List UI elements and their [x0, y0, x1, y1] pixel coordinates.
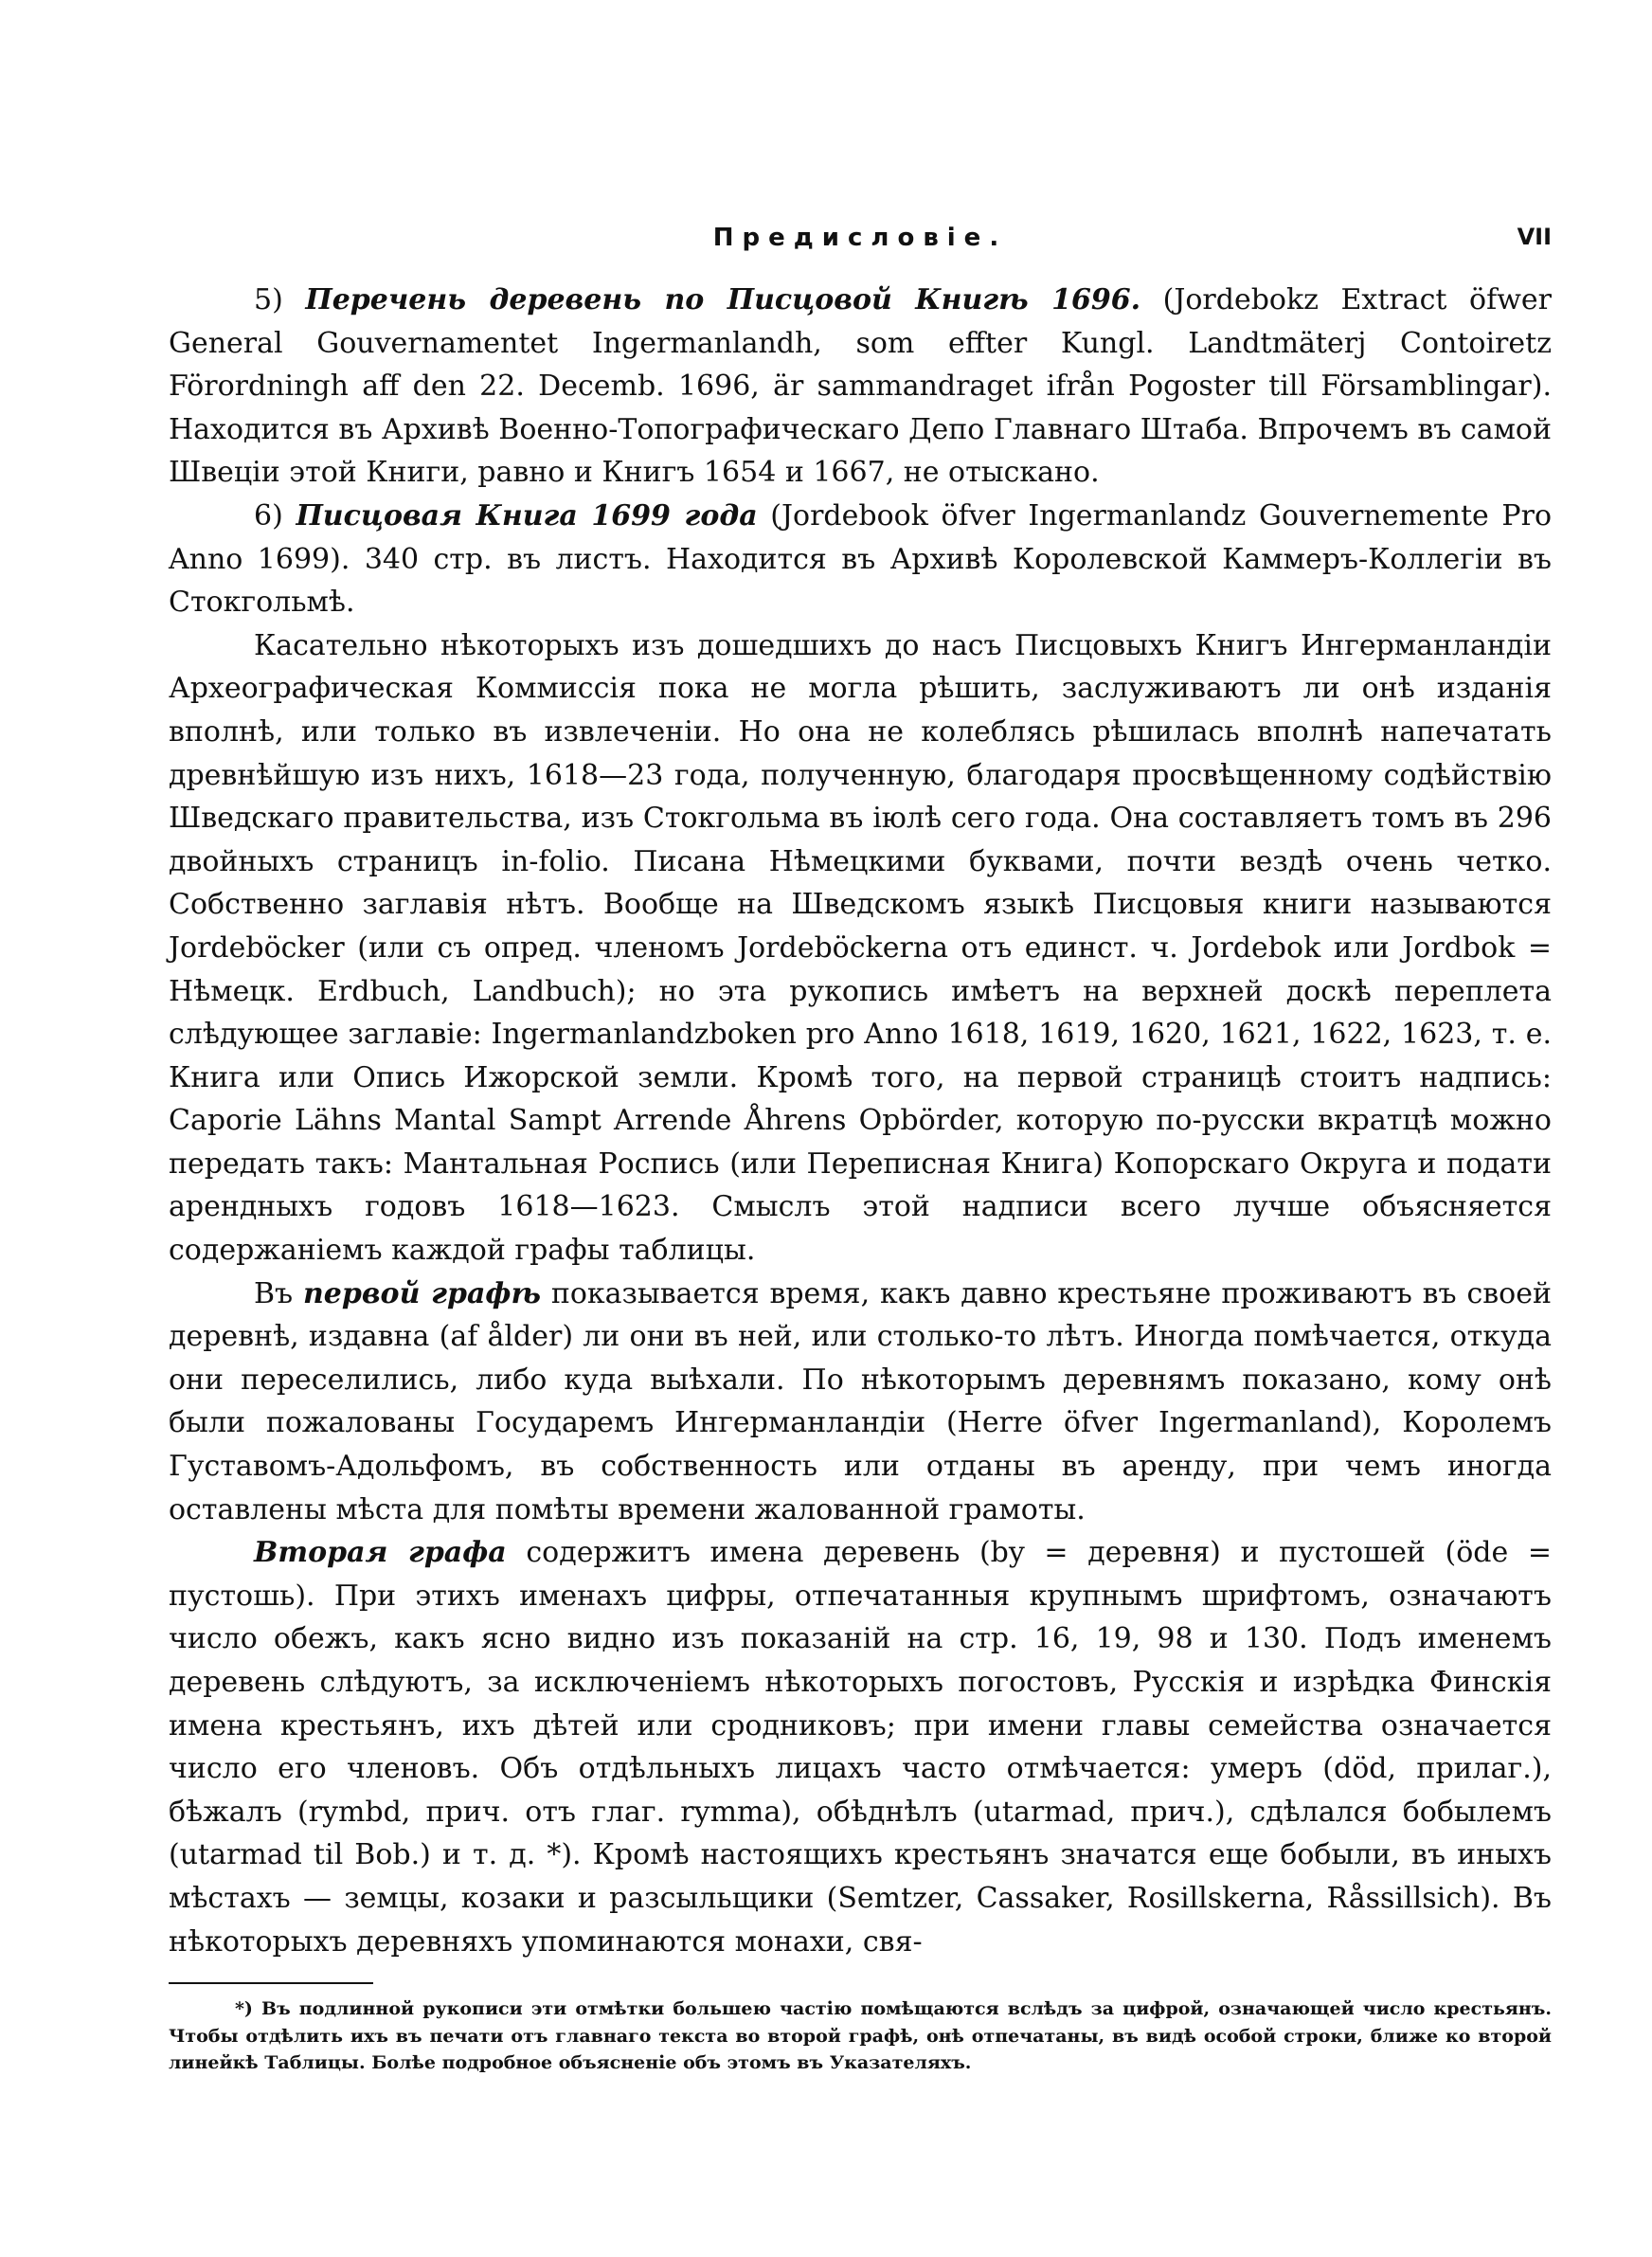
paragraph-italic-term: первой графѣ: [302, 1276, 541, 1310]
paragraph-prefix: Въ: [254, 1276, 303, 1310]
paragraph-prefix: 5): [254, 283, 306, 316]
footnote-rule: [169, 1982, 373, 1984]
running-title: Предисловіе.: [712, 224, 1008, 252]
paragraph-text: (Jordebokz Extract öfwer General Gouvernamentet Ingermanlandh, som effter Kungl. Landtmäterj Contoiretz Förordningh aff den 22. Decemb. 1696, är sammandraget ifrån Pogoster till Församblingar). Находится въ Архивѣ Военно-Топографическаго Депо Главнаго Штаба. Впрочемъ въ самой Швеціи этой Книги, равно и Книгъ 1654 и 1667, не отыскано.: [169, 283, 1552, 490]
paragraph-text: показывается время, какъ давно крестьяне проживаютъ въ своей деревнѣ, издавна (af ålder) ли они въ ней, или столько-то лѣтъ. Иногда помѣчается, откуда они переселились, либо куда выѣхали. По нѣкоторымъ деревнямъ показано, кому онѣ были пожалованы Государемъ Ингерманландіи (Herre öfver Ingermanland), Королемъ Густавомъ-Адольфомъ, въ собственность или отданы въ аренду, при чемъ иногда оставлены мѣста для помѣты времени жалованной грамоты.: [169, 1276, 1552, 1526]
footnote-text: *) Въ подлинной рукописи эти отмѣтки большею частію помѣщаются вслѣдъ за цифрой, означающей число крестьянъ. Чтобы отдѣлить ихъ въ печати отъ главнаго текста во второй графѣ, онѣ отпечатаны, въ видѣ особой строки, ближе ко второй линейкѣ Таблицы. Болѣе подробное объясненіе объ этомъ въ Указателяхъ.: [169, 1998, 1552, 2074]
paragraph-italic-title: Перечень деревень по Писцовой Книгѣ 1696.: [305, 283, 1141, 316]
paragraph-prefix: 6): [254, 498, 296, 533]
paragraph-italic-title: Писцовая Книга 1699 года: [296, 498, 758, 533]
paragraph-italic-term: Вторая графа: [254, 1536, 507, 1570]
paragraph-description: [169, 624, 1552, 1273]
paragraph-second-column: [169, 1531, 1552, 1963]
paragraph-item-5: [169, 279, 1552, 495]
paragraph-text: содержитъ имена деревень (by = деревня) и пустошей (öde = пустошь). При этихъ именахъ цифры, отпечатанныя крупнымъ шрифтомъ, означаютъ число обежъ, какъ ясно видно изъ показаній на стр. 16, 19, 98 и 130. Подъ именемъ деревень слѣдуютъ, за исключеніемъ нѣкоторыхъ погостовъ, Русскія и изрѣдка Финскія имена крестьянъ, ихъ дѣтей или сродниковъ; при имени главы семейства означается число его членовъ. Объ отдѣльныхъ лицахъ часто отмѣчается: умеръ (död, прилаг.), бѣжалъ (rymbd, прич. отъ глаг. rymma), обѣднѣлъ (utarmad, прич.), сдѣлался бобылемъ (utarmad til Bob.) и т. д. *). Кромѣ настоящихъ крестьянъ значатся еще бобыли, въ иныхъ мѣстахъ — земцы, козаки и разсыльщики (Semtzer, Cassaker, Rosillskerna, Råssillsich). Въ нѣкоторыхъ деревняхъ упоминаются монахи, свя-: [169, 1536, 1553, 1959]
paragraph-first-column: [169, 1273, 1552, 1532]
paragraph-text: (Jordebook öfver Ingermanlandz Gouvernemente Pro Anno 1699). 340 стр. въ листъ. Находится въ Архивѣ Королевской Каммеръ-Коллегіи въ Стокгольмѣ.: [169, 498, 1553, 620]
page-number: VII: [1517, 224, 1552, 250]
document-page: [169, 224, 1552, 2077]
footnote: [169, 1995, 1552, 2077]
running-head: [169, 224, 1552, 262]
paragraph-text: Касательно нѣкоторыхъ изъ дошедшихъ до насъ Писцовыхъ Книгъ Ингерманландіи Археографическая Коммиссія пока не могла рѣшить, заслуживаютъ ли онѣ изданія вполнѣ, или только въ извлеченіи. Но она не колеблясь рѣшилась вполнѣ напечатать древнѣйшую изъ нихъ, 1618—23 года, полученную, благодаря просвѣщенному содѣйствію Шведскаго правительства, изъ Стокгольма въ іюлѣ сего года. Она составляетъ томъ въ 296 двойныхъ страницъ in-folio. Писана Нѣмецкими буквами, почти вездѣ очень четко. Собственно заглавія нѣтъ. Вообще на Шведскомъ языкѣ Писцовыя книги называются Jordeböcker (или съ опред. членомъ Jordeböckerna отъ единст. ч. Jordebok или Jordbok = Нѣмецк. Erdbuch, Landbuch); но эта рукопись имѣетъ на верхней доскѣ переплета слѣдующее заглавіе: Ingermanlandzboken pro Anno 1618, 1619, 1620, 1621, 1622, 1623, т. е. Книга или Опись Ижорской земли. Кромѣ того, на первой страницѣ стоитъ надпись: Caporie Lähns Mantal Sampt Arrende Åhrens Opbörder, которую по-русски вкратцѣ можно передать такъ: Мантальная Роспись (или Переписная Книга) Копорскаго Округа и подати арендныхъ годовъ 1618—1623. Смыслъ этой надписи всего лучше объясняется содержаніемъ каждой графы таблицы.: [169, 628, 1552, 1268]
paragraph-item-6: [169, 495, 1552, 624]
body-text: [169, 279, 1552, 1963]
